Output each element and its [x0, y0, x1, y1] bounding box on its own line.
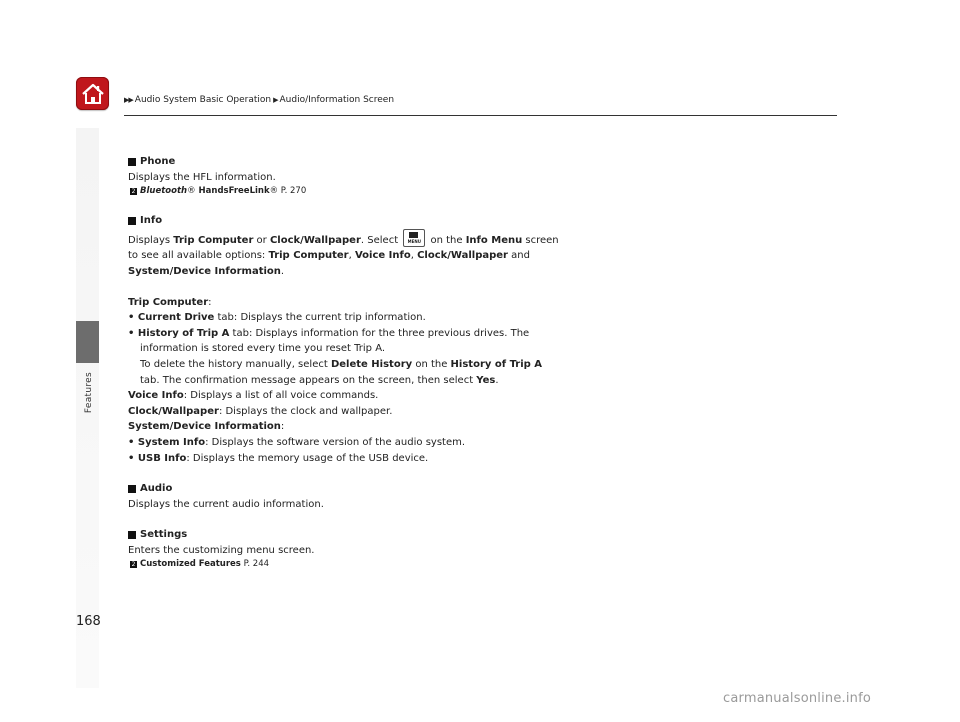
section-square-icon: [128, 485, 136, 493]
system-device-heading: System/Device Information:: [128, 421, 285, 433]
header-divider: [124, 115, 837, 116]
list-item: • Current Drive tab: Displays the current trip information.: [128, 312, 426, 324]
list-item: • USB Info: Displays the memory usage of the USB device.: [128, 452, 429, 464]
triangle-arrow-icon: ▶: [273, 96, 278, 104]
clock-wallpaper-line: Clock/Wallpaper: Displays the clock and wallpaper.: [128, 405, 393, 417]
list-item: • System Info: Displays the software version of the audio system.: [128, 436, 466, 448]
info-paragraph-line: to see all available options: Trip Computer, Voice Info, Clock/Wallpaper and: [128, 250, 530, 262]
trip-computer-heading: Trip Computer:: [128, 296, 212, 308]
audio-description: Displays the current audio information.: [128, 498, 324, 510]
list-item-continuation: To delete the history manually, select Delete History on the History of Trip A: [140, 358, 543, 370]
page-number: 168: [76, 614, 101, 629]
breadcrumb-item[interactable]: Audio/Information Screen: [279, 95, 395, 105]
section-heading-phone: Phone: [128, 154, 568, 170]
section-square-icon: [128, 217, 136, 225]
list-item-continuation: information is stored every time you reset Trip A.: [140, 343, 386, 355]
phone-description: Displays the HFL information.: [128, 171, 276, 183]
section-heading-audio: Audio: [128, 481, 568, 497]
info-paragraph-line: System/Device Information.: [128, 265, 285, 277]
section-square-icon: [128, 531, 136, 539]
info-paragraph-line: Displays Trip Computer or Clock/Wallpaper. Select MENU on the Info Menu screen: [128, 229, 568, 249]
breadcrumb-item[interactable]: Audio System Basic Operation: [134, 95, 272, 105]
reference-arrow-icon: 2: [131, 188, 136, 196]
list-item: • History of Trip A tab: Displays information for the three previous drives. The: [128, 327, 530, 339]
phone-reference-link[interactable]: 2 Bluetooth® HandsFreeLink® P. 270: [131, 186, 307, 197]
section-square-icon: [128, 158, 136, 166]
section-heading-settings: Settings: [128, 527, 568, 543]
triangle-arrow-icon: ▶▶: [124, 96, 133, 104]
voice-info-line: Voice Info: Displays a list of all voice commands.: [128, 390, 379, 402]
settings-reference-link[interactable]: 2 Customized Features P. 244: [131, 559, 270, 570]
menu-icon: MENU: [403, 229, 425, 247]
watermark: carmanualsonline.info: [723, 691, 872, 706]
list-item-continuation: tab. The confirmation message appears on the screen, then select Yes.: [140, 374, 499, 386]
home-button[interactable]: [76, 77, 109, 110]
main-content: [128, 154, 568, 571]
reference-arrow-icon: 2: [131, 561, 136, 569]
side-tab-marker[interactable]: [76, 321, 99, 363]
home-icon: [81, 83, 105, 105]
section-heading-info: Info: [128, 213, 568, 229]
breadcrumb: [124, 95, 394, 105]
side-tab-label: Features: [84, 372, 94, 414]
settings-description: Enters the customizing menu screen.: [128, 544, 315, 556]
